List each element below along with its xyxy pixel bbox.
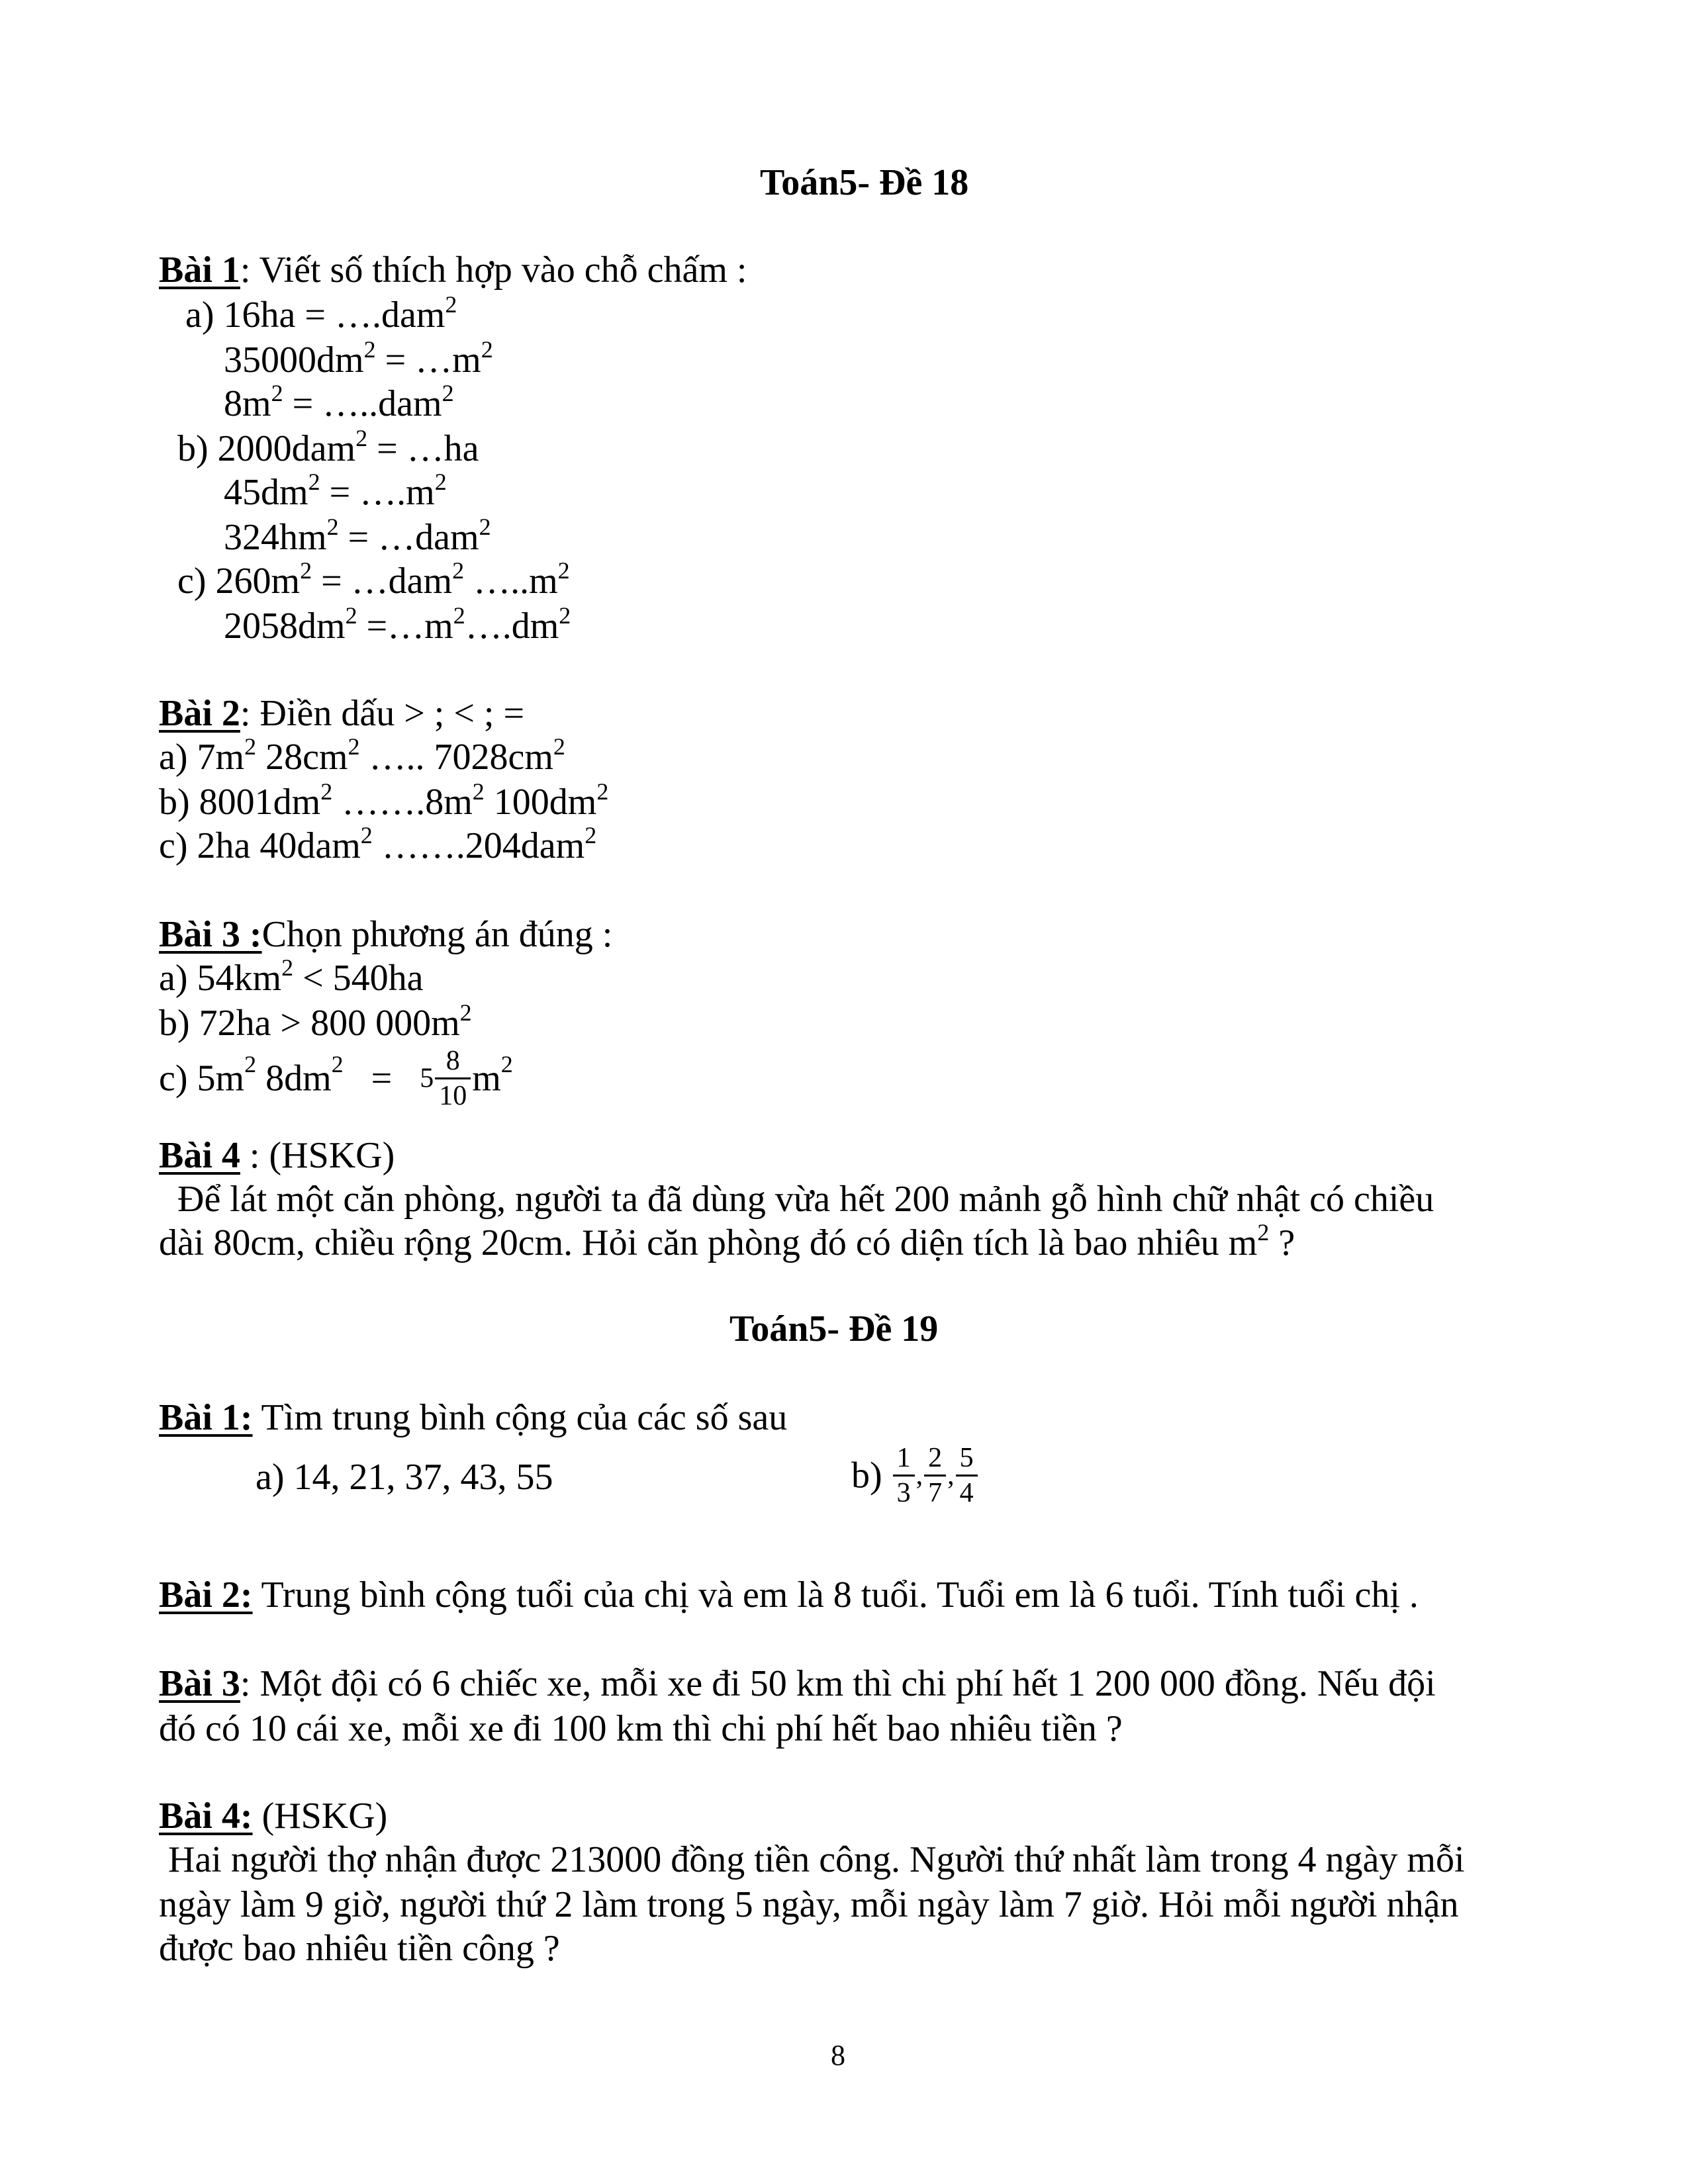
de18-bai1-c2: $2058dm^2$ $=\dots m^2\dots.dm^2$ [224,602,571,647]
fraction-5-4: $\frac{5}{4}$ [956,1444,978,1507]
fraction-8-10: $\frac{8}{10}$ [435,1047,471,1110]
de18-bai1-a1: a) 16ha = ….dam$^2$ [185,291,457,336]
de18-bai2-label: Bài 2 [159,693,240,734]
de18-bai4-line2: dài 80cm, chiều rộng 20cm. Hỏi căn phòng đó có diện tích là bao nhiêu $m^2$ ? [159,1219,1295,1263]
fraction-2-7: $\frac{2}{7}$ [924,1444,946,1507]
de18-bai1-label: Bài 1 [159,250,240,291]
de18-bai1-b1: b) 2000dam$^2$ = …ha [177,425,479,469]
de19-bai1-a: a) 14, 21, 37, 43, 55 [256,1457,553,1498]
de18-bai3-b: b) 72ha > 800 $000m^2$ [159,999,472,1044]
de18-bai2-c: c) 2ha 40dam$^2$ …….204dam$^2$ [159,822,597,866]
de18-bai1-a3: $8m^2$ = …..dam$^2$ [224,380,454,424]
de18-bai3-heading: Bài 3 :Chọn phương án đúng : [159,914,613,955]
de18-bai1-a2: $35000dm^2$ = $\dots m^2$ [224,336,493,381]
page-number: 8 [831,2039,845,2071]
mixed-number-whole: 5 [420,1063,434,1094]
de18-bai4-label: Bài 4 [159,1135,240,1176]
de18-bai1-b3: $324hm^2$ = …dam$^2$ [224,514,491,558]
de19-bai4-line1: Hai người thợ nhận được 213000 đồng tiền công. Người thứ nhất làm trong 4 ngày mỗi [159,1839,1465,1880]
de18-bai4-heading: Bài 4 : (HSKG) [159,1135,395,1176]
de19-bai3-line2: đó có 10 cái xe, mỗi xe đi 100 km thì chi phí hết bao nhiêu tiền ? [159,1708,1123,1749]
de19-bai2: Bài 2: Trung bình cộng tuổi của chị và em là 8 tuổi. Tuổi em là 6 tuổi. Tính tuổi chị . [159,1574,1419,1615]
de19-bai1-b: b) $\frac{1}{3}$ , $\frac{2}{7}$ , $\frac{5}{4}$ [851,1444,979,1507]
de18-bai3-a: a) $54km^2 < 540ha$ [159,954,424,999]
de18-bai2-heading: Bài 2: Điền dấu > ; < ; = [159,693,525,734]
de18-bai2-b: b) $8001dm^2$ $\dots\dots.8m^2$ $100dm^2$ [159,778,609,823]
de18-bai3-c: c) $5m^2$ $8dm^2 = 5$ $\frac{8}{10}$ $m^2$ [159,1046,513,1111]
de18-bai2-a: a) $7m^2$ $28cm^2$ ….. $7028cm^2$ [159,733,565,778]
de19-bai3-line1: Bài 3: Một đội có 6 chiếc xe, mỗi xe đi 50 km thì chi phí hết 1 200 000 đồng. Nếu đội [159,1663,1436,1704]
de18-bai3-label: Bài 3 : [159,914,262,955]
de19-bai4-line2: ngày làm 9 giờ, người thứ 2 làm trong 5 ngày, mỗi ngày làm 7 giờ. Hỏi mỗi người nhận [159,1884,1459,1925]
de19-bai1-heading: Bài 1: Tìm trung bình cộng của các số sau [159,1397,788,1438]
de18-bai1-c1: c) $260m^2$ = …dam$^2$ $\dots..m^2$ [177,557,570,602]
de19-title: Toán5- Đề 19 [729,1308,939,1349]
de19-bai4-line3: được bao nhiêu tiền công ? [159,1928,560,1969]
de19-bai4-heading: Bài 4: (HSKG) [159,1796,388,1837]
de18-bai4-line1: Để lát một căn phòng, người ta đã dùng vừa hết 200 mảnh gỗ hình chữ nhật có chiều [177,1179,1434,1220]
de18-title: Toán5- Đề 18 [760,162,969,203]
de19-bai4-label: Bài 4: [159,1796,253,1837]
fraction-1-3: $\frac{1}{3}$ [893,1444,915,1507]
de18-bai1-b2: $45dm^2$ = $\dots.m^2$ [224,469,447,513]
de19-bai3-label: Bài 3 [159,1663,240,1704]
de18-bai1-heading: Bài 1: Viết số thích hợp vào chỗ chấm : [159,250,747,291]
de19-bai2-label: Bài 2: [159,1574,253,1615]
de19-bai1-label: Bài 1: [159,1397,253,1438]
